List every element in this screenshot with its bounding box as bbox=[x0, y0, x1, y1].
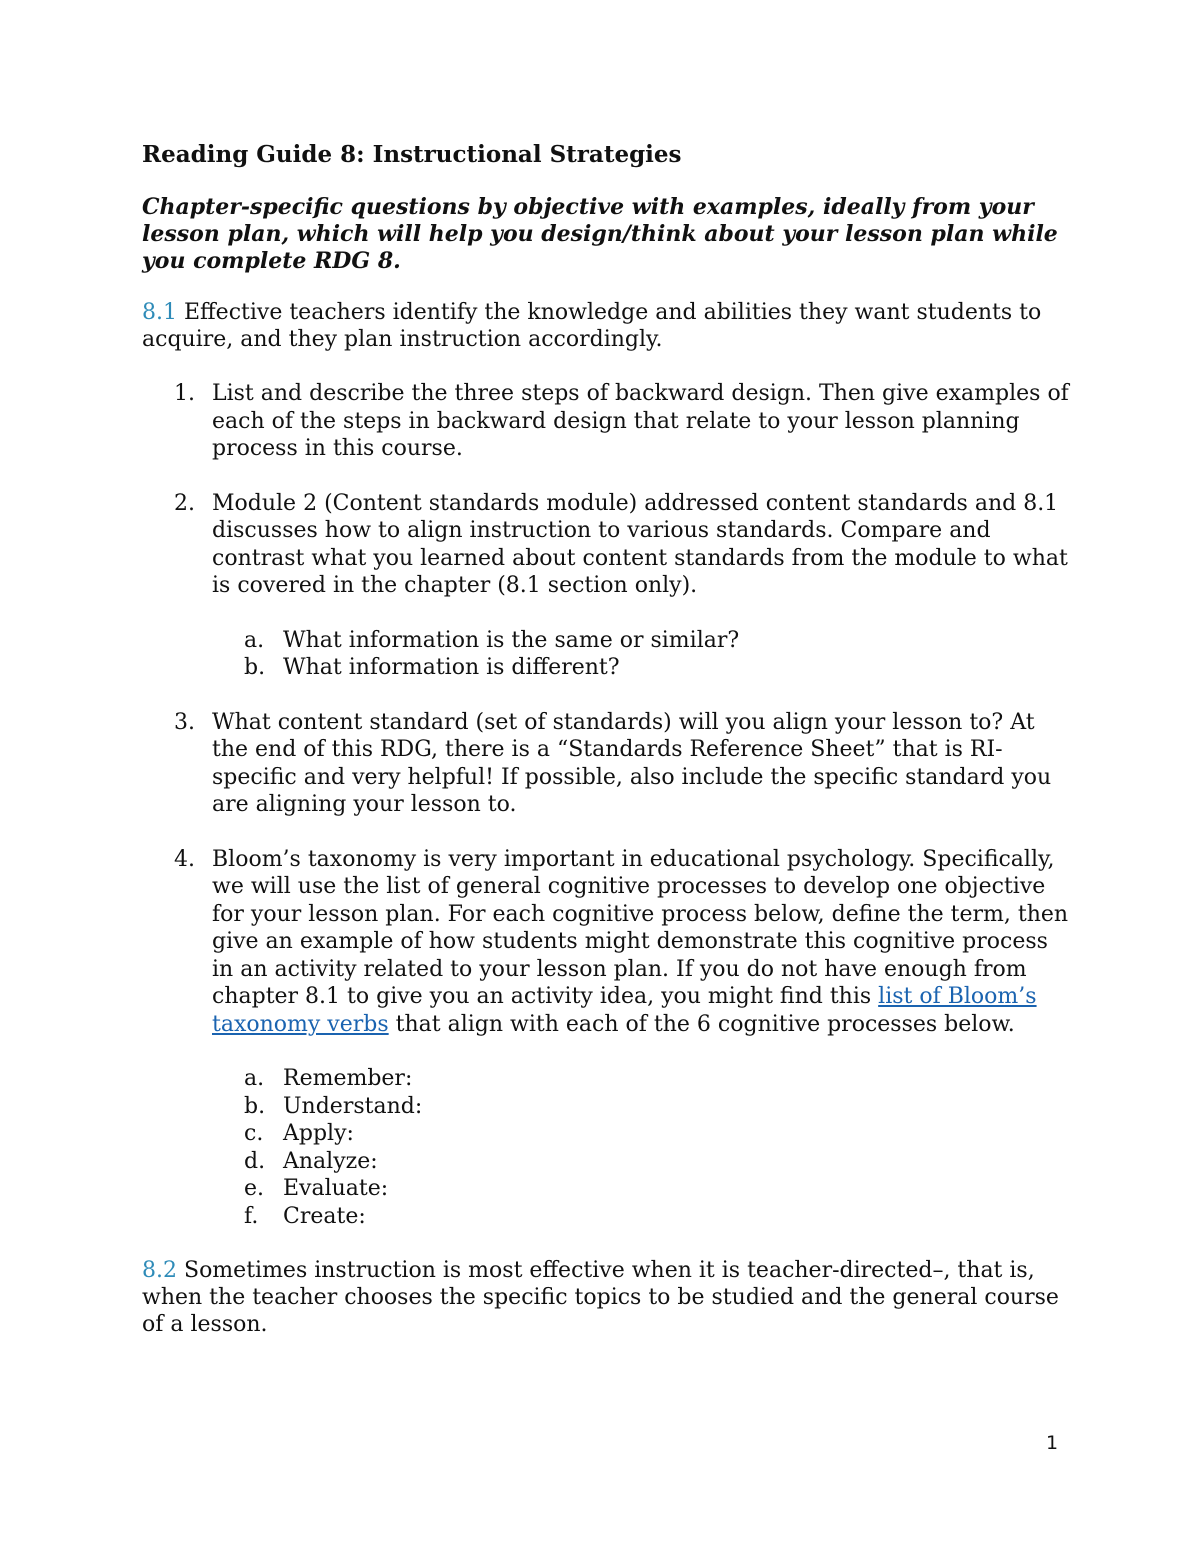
question-text: What content standard (set of standards) will you align your lesson to? At the end of this RDG, there is a “Standards Reference Sheet” that is RI-specific and very helpful! If possible, also include the specific standard you are aligning your lesson to. bbox=[212, 709, 1052, 817]
subitem-letter: a. bbox=[244, 627, 265, 653]
list-item bbox=[142, 1175, 1072, 1203]
subitem-letter: c. bbox=[244, 1121, 264, 1146]
section-number: 8.2 bbox=[142, 1258, 177, 1283]
subitem-text: Create: bbox=[283, 1203, 366, 1229]
section-8-1 bbox=[142, 299, 1072, 353]
list-item bbox=[142, 627, 1072, 655]
subitem-letter: d. bbox=[244, 1148, 266, 1174]
section-number: 8.1 bbox=[142, 300, 177, 325]
subitem-text: Analyze: bbox=[283, 1148, 378, 1174]
subitem-text: Apply: bbox=[283, 1121, 354, 1146]
question-number: 1. bbox=[174, 381, 195, 406]
bloom-verbs-link[interactable]: list of Bloom’s taxonomy verbs bbox=[212, 984, 1037, 1037]
question-number: 3. bbox=[174, 709, 195, 735]
question-2-subitems bbox=[142, 627, 1072, 682]
subitem-text: What information is the same or similar? bbox=[283, 627, 740, 653]
question-3 bbox=[142, 709, 1072, 819]
question-text: Module 2 (Content standards module) addressed content standards and 8.1 discusses how to align instruction to various standards. Compare and contrast what you learned about content standards from the module to what is covered in the chapter (8.1 section only). bbox=[212, 490, 1068, 598]
section-8-2 bbox=[142, 1257, 1072, 1338]
question-4 bbox=[142, 846, 1072, 1039]
list-item bbox=[142, 1065, 1072, 1093]
question-text-before: Bloom’s taxonomy is very important in educational psychology. Specifically, we will use the list of general cognitive processes to develop one objective for your lesson plan. For each cognitive process below, define the term, then give an example of how students might demonstrate this cognitive process in an activity related to your lesson plan. If you do not have enough from chapter 8.1 to give you an activity idea, you might find this bbox=[212, 846, 1069, 1009]
list-item bbox=[142, 1148, 1072, 1176]
subitem-letter: e. bbox=[244, 1176, 265, 1201]
subitem-letter: f. bbox=[244, 1203, 259, 1229]
question-4-subitems bbox=[142, 1065, 1072, 1230]
question-number: 4. bbox=[174, 846, 195, 872]
subitem-text: Remember: bbox=[283, 1066, 413, 1091]
subitem-letter: a. bbox=[244, 1066, 265, 1091]
page-number: 1 bbox=[1046, 1432, 1059, 1454]
question-1 bbox=[142, 380, 1072, 463]
question-2 bbox=[142, 490, 1072, 600]
document-title: Reading Guide 8: Instructional Strategies bbox=[142, 141, 682, 168]
question-number: 2. bbox=[174, 490, 195, 516]
document-page bbox=[142, 140, 1072, 1365]
subitem-text: What information is different? bbox=[283, 655, 620, 680]
section-text: Effective teachers identify the knowledge and abilities they want students to acquire, and they plan instruction accordingly. bbox=[142, 300, 1042, 352]
list-item bbox=[142, 654, 1072, 682]
question-text-after: that align with each of the 6 cognitive processes below. bbox=[388, 1011, 1015, 1037]
subitem-letter: b. bbox=[244, 655, 266, 680]
list-item bbox=[142, 1093, 1072, 1121]
list-item bbox=[142, 1120, 1072, 1148]
question-text: List and describe the three steps of backward design. Then give examples of each of the steps in backward design that relate to your lesson planning process in this course. bbox=[212, 381, 1069, 461]
list-item bbox=[142, 1203, 1072, 1231]
intro-paragraph: Chapter-specific questions by objective with examples, ideally from your lesson plan, which will help you design/think about your lesson plan while you complete RDG 8. bbox=[142, 194, 1058, 274]
subitem-text: Evaluate: bbox=[283, 1176, 389, 1201]
subitem-letter: b. bbox=[244, 1093, 266, 1119]
subitem-text: Understand: bbox=[283, 1093, 423, 1119]
section-text: Sometimes instruction is most effective when it is teacher-directed–, that is, when the teacher chooses the specific topics to be studied and the general course of a lesson. bbox=[142, 1258, 1059, 1337]
